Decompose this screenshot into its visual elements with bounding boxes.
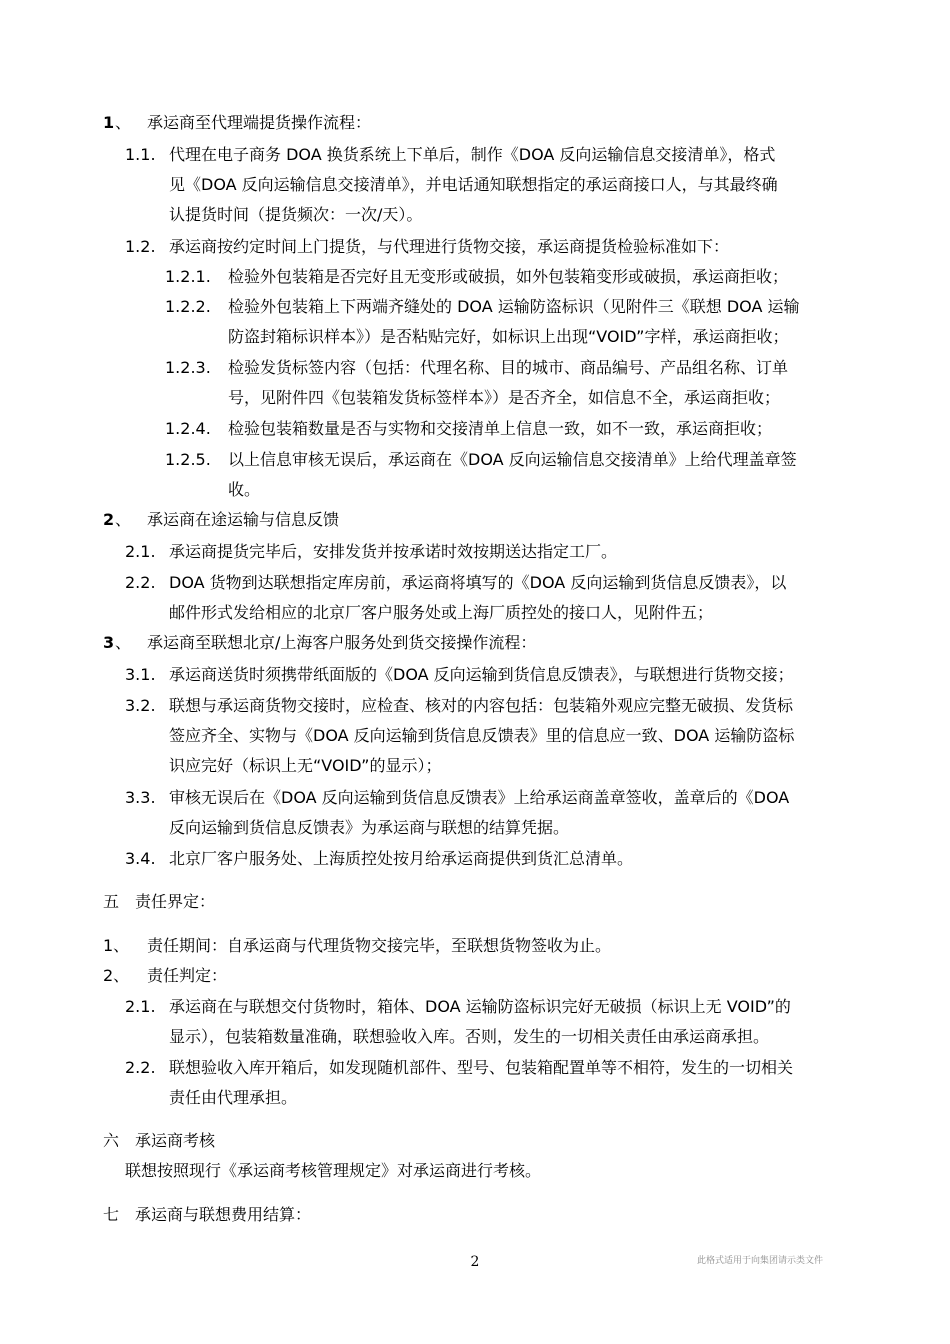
page-number: 2 (470, 1254, 480, 1270)
section-heading: 承运商至联想北京/上海客户服务处到货交接操作流程： (147, 633, 537, 652)
list-number: 2.1. (125, 997, 156, 1016)
paragraph-line: 联想与承运商货物交接时，应检查、核对的内容包括：包装箱外观应完整无破损、发货标 (169, 696, 794, 715)
list-number: 1.1. (125, 145, 156, 164)
chapter-number: 五 (103, 892, 120, 911)
paragraph-line: 承运商按约定时间上门提货，与代理进行货物交接，承运商提货检验标准如下： (169, 237, 730, 256)
list-number: 3.3. (125, 788, 156, 807)
chapter-number: 六 (103, 1131, 120, 1150)
list-number: 1.2.2. (165, 297, 211, 316)
paragraph-line: 检验发货标签内容（包括：代理名称、目的城市、商品编号、产品组名称、订单 (228, 358, 789, 377)
paragraph-line: 见《DOA 反向运输信息交接清单》，并电话通知联想指定的承运商接口人，与其最终确 (169, 175, 778, 194)
paragraph-line: 承运商送货时须携带纸面版的《DOA 反向运输到货信息反馈表》，与联想进行货物交接； (169, 665, 794, 684)
list-separator: 、 (115, 510, 132, 529)
paragraph-line: 以上信息审核无误后，承运商在《DOA 反向运输信息交接清单》上给代理盖章签 (228, 450, 797, 469)
list-number: 1.2.3. (165, 358, 211, 377)
paragraph-line: 识应完好（标识上无“VOID”的显示）； (169, 756, 442, 775)
paragraph-line: 检验外包装箱上下两端齐缝处的 DOA 运输防盗标识（见附件三《联想 DOA 运输 (228, 297, 800, 316)
list-number: 2.2. (125, 573, 156, 592)
paragraph-line: 责任判定： (147, 966, 228, 985)
list-number: 1 (103, 113, 115, 132)
paragraph-line: 检验包装箱数量是否与实物和交接清单上信息一致，如不一致，承运商拒收； (228, 419, 773, 438)
paragraph-line: 联想验收入库开箱后，如发现随机部件、型号、包装箱配置单等不相符，发生的一切相关 (169, 1058, 794, 1077)
list-number: 1、 (103, 936, 130, 955)
chapter-number: 七 (103, 1205, 120, 1224)
list-number: 3.1. (125, 665, 156, 684)
paragraph-line: 显示），包装箱数量准确，联想验收入库。否则，发生的一切相关责任由承运商承担。 (169, 1027, 770, 1046)
paragraph-line: 北京厂客户服务处、上海质控处按月给承运商提供到货汇总清单。 (169, 849, 634, 868)
paragraph-line: DOA 货物到达联想指定库房前，承运商将填写的《DOA 反向运输到货信息反馈表》，以 (169, 573, 787, 592)
chapter-heading: 责任界定： (135, 892, 216, 911)
list-number: 2、 (103, 966, 130, 985)
paragraph-line: 反向运输到货信息反馈表》为承运商与联想的结算凭据。 (169, 818, 570, 837)
paragraph-line: 承运商在与联想交付货物时，箱体、DOA 运输防盗标识完好无破损（标识上无 VOID”的 (169, 997, 791, 1016)
list-number: 2.2. (125, 1058, 156, 1077)
list-number: 2.1. (125, 542, 156, 561)
paragraph-line: 审核无误后在《DOA 反向运输到货信息反馈表》上给承运商盖章签收，盖章后的《DOA (169, 788, 790, 807)
paragraph-line: 邮件形式发给相应的北京厂客户服务处或上海厂质控处的接口人，见附件五； (169, 603, 714, 622)
paragraph-line: 责任期间：自承运商与代理货物交接完毕，至联想货物签收为止。 (147, 936, 612, 955)
list-number: 1.2. (125, 237, 156, 256)
paragraph-line: 收。 (228, 480, 261, 499)
list-number: 1.2.4. (165, 419, 211, 438)
section-heading: 承运商至代理端提货操作流程： (147, 113, 372, 132)
list-number: 3.2. (125, 696, 156, 715)
paragraph-line: 签应齐全、实物与《DOA 反向运输到货信息反馈表》里的信息应一致、DOA 运输防盗标 (169, 726, 795, 745)
paragraph-line: 承运商提货完毕后，安排发货并按承诺时效按期送达指定工厂。 (169, 542, 618, 561)
list-number: 3 (103, 633, 115, 652)
list-separator: 、 (115, 113, 132, 132)
list-number: 1.2.5. (165, 450, 211, 469)
list-separator: 、 (115, 633, 132, 652)
paragraph-line: 认提货时间（提货频次：一次/天）。 (169, 205, 423, 224)
paragraph-line: 代理在电子商务 DOA 换货系统上下单后，制作《DOA 反向运输信息交接清单》，格式 (169, 145, 776, 164)
footer-note: 此格式适用于向集团请示类文件 (697, 1256, 824, 1266)
list-number: 2 (103, 510, 115, 529)
paragraph-line: 联想按照现行《承运商考核管理规定》对承运商进行考核。 (125, 1161, 542, 1180)
paragraph-line: 防盗封箱标识样本》）是否粘贴完好，如标识上出现“VOID”字样，承运商拒收； (228, 327, 789, 346)
paragraph-line: 责任由代理承担。 (169, 1088, 298, 1107)
paragraph-line: 检验外包装箱是否完好且无变形或破损，如外包装箱变形或破损，承运商拒收； (228, 267, 789, 286)
paragraph-line: 号，见附件四《包装箱发货标签样本》）是否齐全，如信息不全，承运商拒收； (228, 388, 781, 407)
chapter-heading: 承运商与联想费用结算： (135, 1205, 312, 1224)
section-heading: 承运商在途运输与信息反馈 (147, 510, 340, 529)
list-number: 3.4. (125, 849, 156, 868)
list-number: 1.2.1. (165, 267, 211, 286)
chapter-heading: 承运商考核 (135, 1131, 216, 1150)
